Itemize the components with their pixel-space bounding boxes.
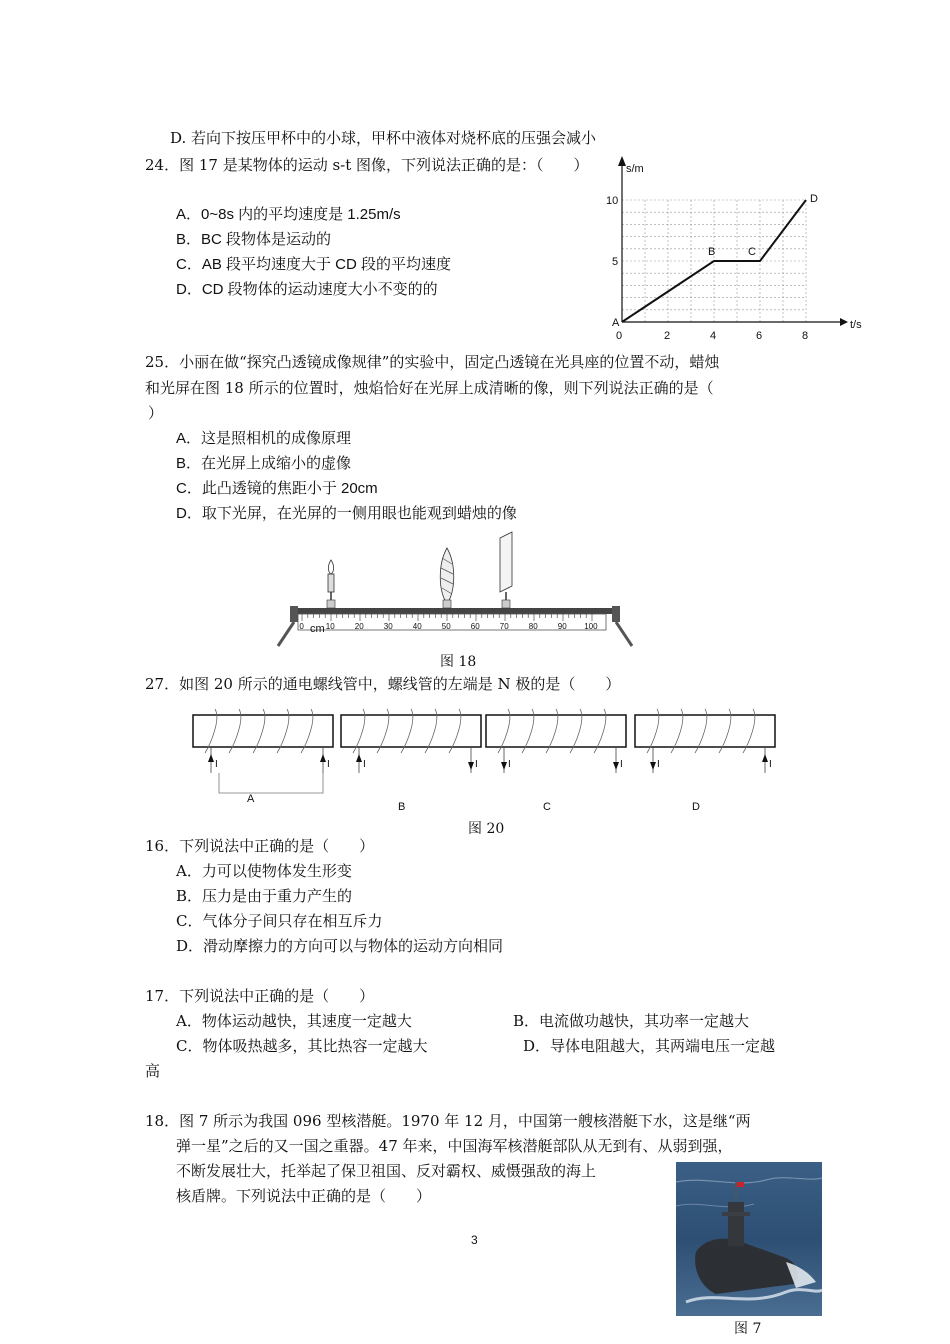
circuit-wire: [219, 773, 323, 793]
st-point-label-c: C: [748, 246, 756, 258]
ruler-unit: cm: [310, 623, 325, 635]
q25-option-c: C．此凸透镜的焦距小于 20cm: [176, 480, 378, 497]
q24-option-d: D．CD 段物体的运动速度大小不变的的: [176, 281, 438, 298]
q24-option-b: B．BC 段物体是运动的: [176, 231, 332, 248]
solenoid-option-label: D: [692, 801, 700, 813]
current-arrow: [650, 762, 656, 770]
q24-option-c: C．AB 段平均速度大于 CD 段的平均速度: [176, 256, 452, 273]
st-y-tick-label: 10: [606, 195, 619, 207]
current-arrow: [762, 754, 768, 762]
current-arrow: [468, 762, 474, 770]
convex-lens: [440, 548, 454, 608]
solenoid-option-label: B: [398, 801, 406, 813]
solenoid-c: [486, 709, 626, 813]
bench-left-stand: [290, 606, 298, 622]
q17-option-d-cont: 高: [145, 1062, 161, 1080]
x-axis-label: t/s: [850, 319, 862, 331]
q25-stem-line3: ）: [148, 404, 164, 422]
current-arrow: [613, 762, 619, 770]
ruler-tick-label: 70: [499, 622, 509, 631]
current-label: I: [657, 759, 660, 770]
solenoid-body: [486, 715, 626, 747]
bench-rail: [298, 608, 612, 614]
q25-option-b: B．在光屏上成缩小的虚像: [176, 455, 352, 472]
st-point-label-d: D: [810, 193, 818, 205]
ruler-tick-label: 30: [383, 622, 393, 631]
solenoid-figure: [185, 705, 795, 820]
st-point-label-a: A: [612, 317, 620, 329]
ruler-tick-label: 20: [354, 622, 364, 631]
solenoid-a: [193, 709, 333, 805]
q16-option-a: A．力可以使物体发生形变: [176, 862, 352, 880]
solenoid-body: [341, 715, 481, 747]
figure-18-caption: 图 18: [440, 654, 477, 670]
ruler-tick-label: 90: [557, 622, 567, 631]
q17-stem: 17．下列说法中正确的是（ ）: [145, 987, 375, 1005]
optical-bench-figure: [270, 528, 640, 652]
st-x-tick-label: 8: [802, 330, 809, 342]
solenoid-option-label: C: [543, 801, 551, 813]
st-point-label-b: B: [708, 246, 716, 258]
q17-option-b: B．电流做功越快，其功率一定越大: [513, 1012, 750, 1030]
q18-line4: 核盾牌。下列说法中正确的是（ ）: [176, 1187, 432, 1205]
solenoid-body: [635, 715, 775, 747]
q16-option-d: D．滑动摩擦力的方向可以与物体的运动方向相同: [176, 937, 504, 955]
solenoid-body: [193, 715, 333, 747]
ruler-tick-label: 100: [584, 622, 598, 631]
q16-option-b: B．压力是由于重力产生的: [176, 887, 353, 905]
q16-stem: 16．下列说法中正确的是（ ）: [145, 837, 375, 855]
q16-option-c: C．气体分子间只存在相互斥力: [176, 912, 383, 930]
x-axis-arrow: [840, 318, 848, 326]
candle: [327, 560, 335, 608]
current-label: I: [620, 759, 623, 770]
st-ticks: [606, 195, 808, 342]
page-number: 3: [471, 1233, 478, 1247]
ruler-tick-label: 60: [470, 622, 480, 631]
q23-option-d: D. 若向下按压甲杯中的小球，甲杯中液体对烧杯底的压强会减小: [170, 129, 597, 147]
current-label: I: [769, 759, 772, 770]
current-label: I: [215, 759, 218, 770]
current-label: I: [363, 759, 366, 770]
figure-7-caption: 图 7: [734, 1321, 762, 1337]
q17-option-c: C．物体吸热越多，其比热容一定越大: [176, 1037, 428, 1055]
st-x-tick-label: 0: [616, 330, 623, 342]
st-y-tick-label: 5: [612, 256, 619, 268]
solenoid-b: [341, 709, 481, 813]
bench-right-stand: [612, 606, 620, 622]
light-screen: [500, 532, 512, 608]
st-x-tick-label: 4: [710, 330, 717, 342]
q17-option-d: D．导体电阻越大，其两端电压一定越: [523, 1037, 776, 1055]
q18-line3: 不断发展壮大，托举起了保卫祖国、反对霸权、威慑强敌的海上: [176, 1162, 597, 1180]
ruler-tick-label: 10: [325, 622, 335, 631]
current-label: I: [508, 759, 511, 770]
current-arrow: [356, 754, 362, 762]
current-arrow: [501, 762, 507, 770]
q18-line1: 18．图 7 所示为我国 096 型核潜艇。1970 年 12 月，中国第一艘核潜艇下水，这是继“两: [145, 1112, 751, 1130]
q25-stem-line2: 和光屏在图 18 所示的位置时，烛焰恰好在光屏上成清晰的像，则下列说法正确的是（: [145, 379, 714, 397]
q24-option-a: A．0~8s 内的平均速度是 1.25m/s: [176, 206, 401, 223]
ruler-tick-label: 50: [441, 622, 451, 631]
current-arrow: [320, 754, 326, 762]
q27-stem: 27．如图 20 所示的通电螺线管中，螺线管的左端是 N 极的是（ ）: [145, 675, 621, 693]
y-axis-arrow: [618, 156, 626, 166]
current-arrow: [208, 754, 214, 762]
y-axis-label: s/m: [626, 163, 644, 175]
current-label: I: [327, 759, 330, 770]
ruler-tick-label: 80: [528, 622, 538, 631]
q25-option-a: A．这是照相机的成像原理: [176, 430, 352, 447]
solenoid-option-label: A: [247, 793, 255, 805]
current-label: I: [475, 759, 478, 770]
q25-option-d: D．取下光屏，在光屏的一侧用眼也能观到蜡烛的像: [176, 505, 517, 522]
q25-stem-line1: 25．小丽在做“探究凸透镜成像规律”的实验中，固定凸透镜在光具座的位置不动，蜡烛: [145, 353, 720, 371]
st-x-tick-label: 6: [756, 330, 763, 342]
figure-20-caption: 图 20: [468, 821, 505, 837]
ruler-tick-label: 40: [412, 622, 422, 631]
submarine-photo: [676, 1162, 822, 1316]
q24-stem: 24．图 17 是某物体的运动 s-t 图像，下列说法正确的是：（ ）: [145, 156, 589, 174]
q18-line2: 弹一星”之后的又一国之重器。47 年来，中国海军核潜艇部队从无到有、从弱到强，: [176, 1137, 733, 1155]
st-graph: [590, 150, 890, 350]
solenoid-d: [635, 709, 775, 813]
q17-option-a: A．物体运动越快，其速度一定越大: [176, 1012, 412, 1030]
st-x-tick-label: 2: [664, 330, 671, 342]
ruler-tick-label: 0: [299, 622, 304, 631]
